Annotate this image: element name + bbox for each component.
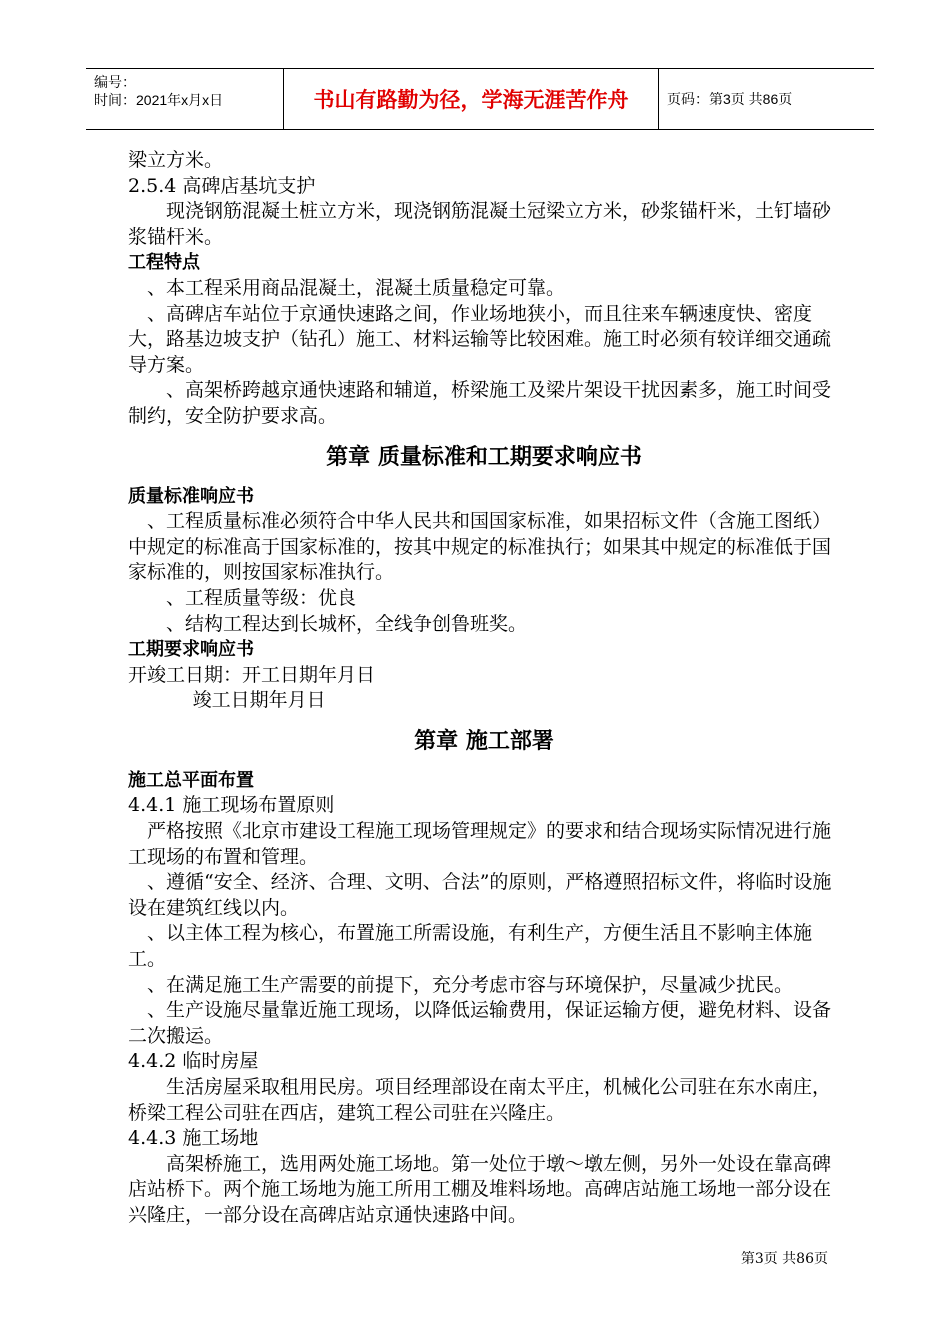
list-item: 、遵循“安全、经济、合理、文明、合法”的原则，严格遵照招标文件，将临时设施设在建筑红线以内。	[128, 871, 832, 919]
list-item: 、工程质量标准必须符合中华人民共和国国家标准，如果招标文件（含施工图纸）中规定的标准高于国家标准的，按其中规定的标准执行；如果其中规定的标准低于国家标准的，则按国家标准执行。	[128, 510, 832, 584]
paragraph: 竣工日期年月日	[192, 689, 326, 712]
chapter-title: 第章 施工部署	[414, 728, 554, 754]
document-body	[128, 148, 840, 1229]
subsection-title: 施工总平面布置	[128, 769, 254, 791]
list-item: 、工程质量等级：优良	[166, 586, 357, 609]
list-item: 、结构工程达到长城杯，全线争创鲁班奖。	[166, 612, 528, 635]
section-heading: 2.5.4 高碑店基坑支护	[128, 174, 316, 197]
list-item: 、高架桥跨越京通快速路和辅道，桥梁施工及梁片架设干扰因素多，施工时间受制约，安全防护要求高。	[128, 379, 832, 427]
section-heading: 4.4.2 临时房屋	[128, 1050, 259, 1073]
list-item: 、本工程采用商品混凝土，混凝土质量稳定可靠。	[147, 276, 566, 299]
paragraph: 开竣工日期：开工日期年月日	[128, 663, 376, 686]
section-heading: 4.4.3 施工场地	[128, 1127, 259, 1150]
list-item: 、生产设施尽量靠近施工现场，以降低运输费用，保证运输方便，避免材料、设备二次搬运。	[128, 999, 832, 1047]
section-heading: 4.4.1 施工现场布置原则	[128, 794, 335, 817]
subsection-title: 工程特点	[128, 252, 200, 274]
header-page-info: 页码：第3页 共86页	[667, 91, 793, 107]
header-meta	[86, 69, 284, 129]
header-motto: 书山有路勤为径，学海无涯苦作舟	[284, 69, 659, 129]
page-footer: 第3页 共86页	[740, 1251, 828, 1267]
list-item: 、高碑店车站位于京通快速路之间，作业场地狭小，而且往来车辆速度快、密度大，路基边坡支护（钻孔）施工、材料运输等比较困难。施工时必须有较详细交通疏导方案。	[128, 302, 832, 376]
paragraph: 生活房屋采取租用民房。项目经理部设在南太平庄，机械化公司驻在东水南庄，桥梁工程公司驻在西店，建筑工程公司驻在兴隆庄。	[128, 1076, 832, 1124]
list-item: 、在满足施工生产需要的前提下，充分考虑市容与环境保护，尽量减少扰民。	[147, 973, 794, 996]
paragraph: 梁立方米。	[128, 149, 224, 171]
page-header	[86, 68, 874, 130]
subsection-title: 质量标准响应书	[128, 485, 254, 507]
chapter-title: 第章 质量标准和工期要求响应书	[326, 444, 642, 470]
paragraph: 现浇钢筋混凝土桩立方米，现浇钢筋混凝土冠梁立方米，砂浆锚杆米，土钉墙砂浆锚杆米。	[128, 200, 832, 248]
number-label: 编号：	[94, 74, 136, 90]
subsection-title: 工期要求响应书	[128, 639, 254, 661]
list-item: 、以主体工程为核心，布置施工所需设施，有利生产，方便生活且不影响主体施工。	[128, 922, 813, 971]
paragraph: 高架桥施工，选用两处施工场地。第一处位于墩～墩左侧，另外一处设在靠高碑店站桥下。两个施工场地为施工所用工棚及堆料场地。高碑店站施工场地一部分设在兴隆庄，一部分设在高碑店站京通快速路中间。	[128, 1152, 832, 1226]
paragraph: 严格按照《北京市建设工程施工现场管理规定》的要求和结合现场实际情况进行施工现场的布置和管理。	[128, 820, 832, 868]
time-label: 时间：2021年x月x日	[94, 92, 224, 108]
